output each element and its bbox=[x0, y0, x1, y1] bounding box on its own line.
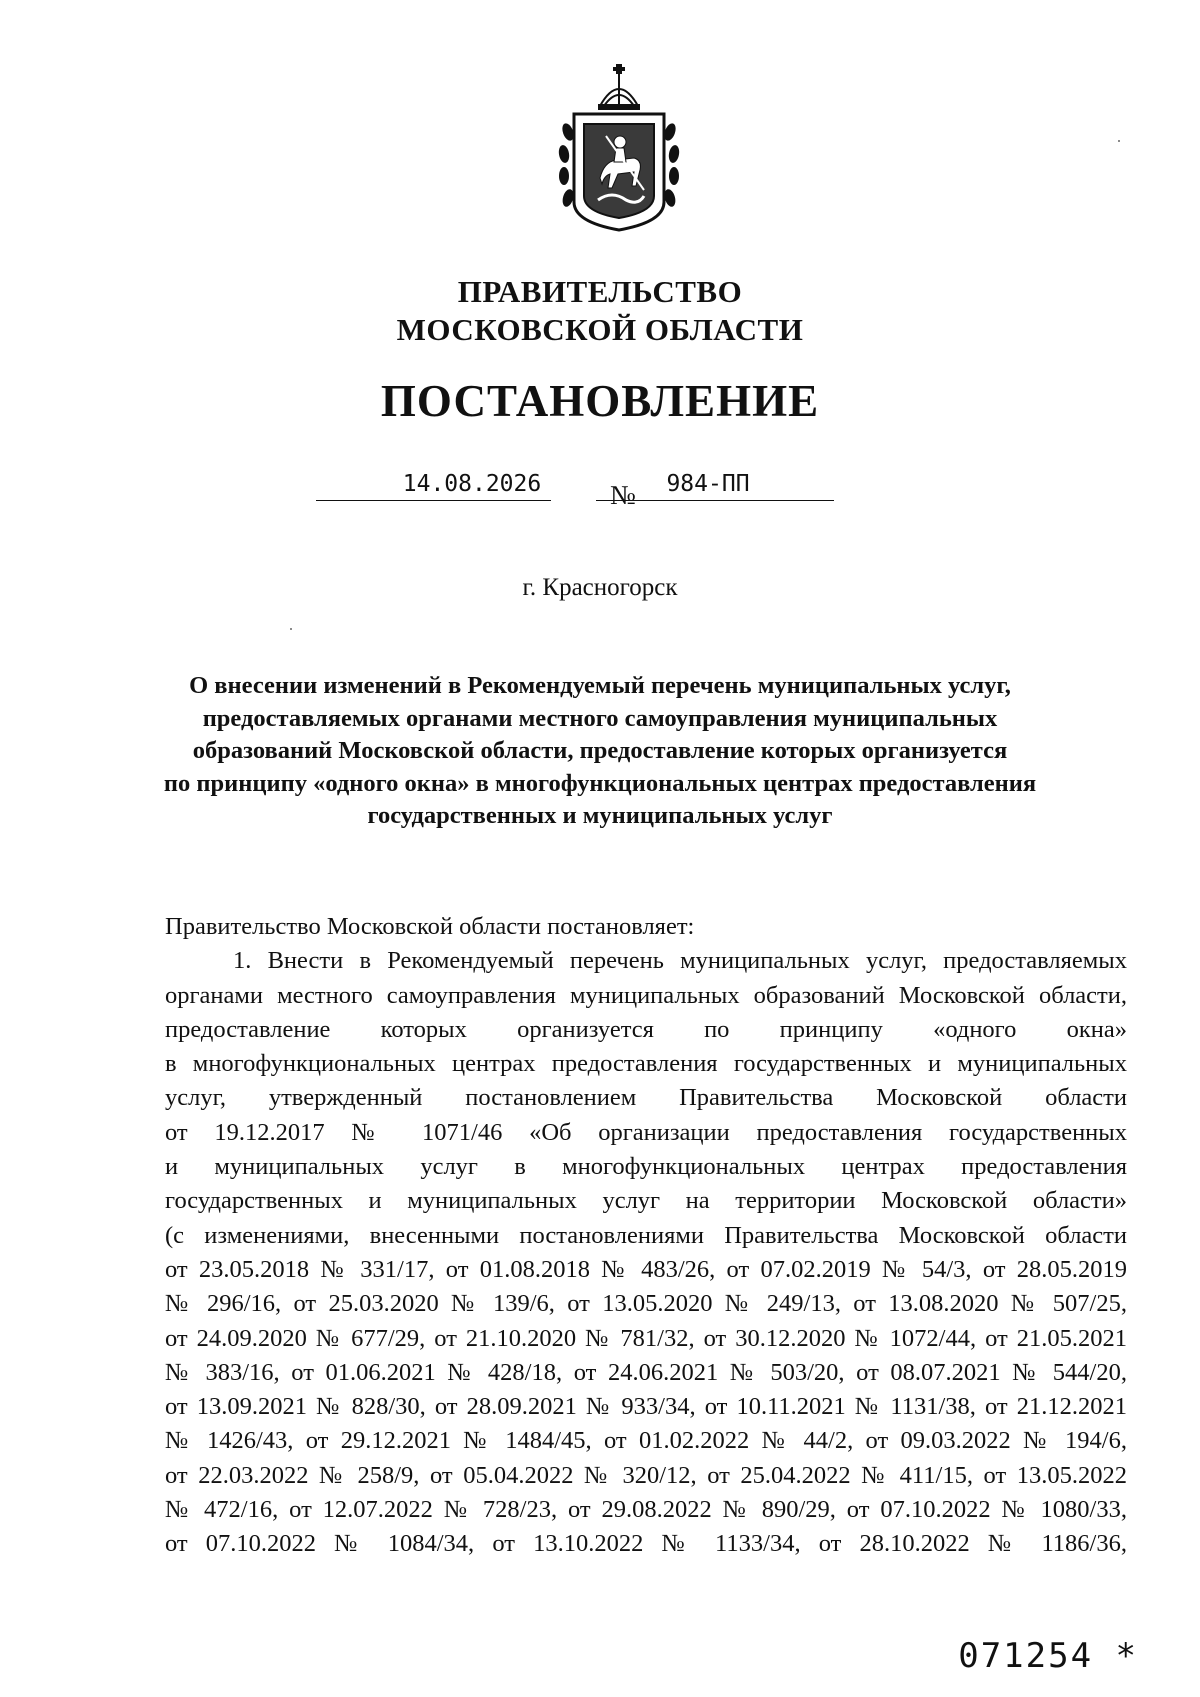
document-type: ПОСТАНОВЛЕНИЕ bbox=[380, 376, 820, 426]
issuer-line-2: МОСКОВСКОЙ ОБЛАСТИ bbox=[396, 312, 804, 347]
issuer-line-1: ПРАВИТЕЛЬСТВО bbox=[457, 274, 743, 309]
body-line: от 07.10.2022 № 1084/34, от 13.10.2022 № 1133/34, от 28.10.2022 № 1186/36, bbox=[165, 1530, 1127, 1558]
body-line: от 24.09.2020 № 677/29, от 21.10.2020 № 781/32, от 30.12.2020 № 1072/44, от 21.05.2021 bbox=[165, 1324, 1127, 1352]
body-line: 1. Внести в Рекомендуемый перечень муниципальных услуг, предоставляемых bbox=[233, 947, 1127, 975]
body-line: услуг, утвержденный постановлением Правительства Московской области bbox=[165, 1084, 1127, 1112]
document-date: 14.08.2026 bbox=[402, 471, 542, 497]
body-line: от 23.05.2018 № 331/17, от 01.08.2018 № 483/26, от 07.02.2019 № 54/3, от 28.05.2019 bbox=[165, 1255, 1127, 1283]
subject-line: по принципу «одного окна» в многофункциональных центрах предоставления bbox=[163, 769, 1037, 797]
body-line: в многофункциональных центрах предоставления государственных и муниципальных bbox=[165, 1050, 1127, 1078]
number-underline bbox=[596, 500, 834, 501]
body-line: государственных и муниципальных услуг на территории Московской области» bbox=[165, 1187, 1127, 1215]
body-line: и муниципальных услуг в многофункциональных центрах предоставления bbox=[165, 1153, 1127, 1181]
body-line: от 22.03.2022 № 258/9, от 05.04.2022 № 320/12, от 25.04.2022 № 411/15, от 13.05.2022 bbox=[165, 1461, 1127, 1489]
issue-city: г. Красногорск bbox=[522, 574, 678, 601]
body-line: (с изменениями, внесенными постановлениями Правительства Московской области bbox=[165, 1221, 1127, 1249]
body-line: от 19.12.2017 № 1071/46 «Об организации предоставления государственных bbox=[165, 1118, 1127, 1146]
body-line: от 13.09.2021 № 828/30, от 28.09.2021 № 933/34, от 10.11.2021 № 1131/38, от 21.12.2021 bbox=[165, 1393, 1127, 1421]
document-body bbox=[97, 910, 1127, 1562]
subject-line: образований Московской области, предоставление которых организуется bbox=[192, 737, 1008, 764]
body-line: предоставление которых организуется по принципу «одного окна» bbox=[165, 1015, 1127, 1043]
subject-line: предоставляемых органами местного самоуправления муниципальных bbox=[202, 704, 998, 732]
coat-of-arms-icon bbox=[552, 62, 686, 234]
body-line: № 383/16, от 01.06.2021 № 428/18, от 24.06.2021 № 503/20, от 08.07.2021 № 544/20, bbox=[165, 1358, 1127, 1386]
subject-line: государственных и муниципальных услуг bbox=[367, 802, 833, 829]
resolution-intro: Правительство Московской области постановляет: bbox=[165, 913, 695, 940]
date-underline bbox=[316, 500, 551, 501]
body-line: № 296/16, от 25.03.2020 № 139/6, от 13.05.2020 № 249/13, от 13.08.2020 № 507/25, bbox=[165, 1290, 1127, 1318]
body-line: № 1426/43, от 29.12.2021 № 1484/45, от 01.02.2022 № 44/2, от 09.03.2022 № 194/6, bbox=[165, 1427, 1127, 1455]
resolution-item-1 bbox=[97, 944, 1127, 1561]
body-line: № 472/16, от 12.07.2022 № 728/23, от 29.08.2022 № 890/29, от 07.10.2022 № 1080/33, bbox=[165, 1496, 1127, 1524]
number-sign: № bbox=[610, 480, 636, 510]
document-number: 984-ПП bbox=[666, 471, 750, 497]
body-line: органами местного самоуправления муниципальных образований Московской области, bbox=[165, 981, 1127, 1009]
form-serial-number: 071254 * bbox=[958, 1636, 1138, 1676]
scan-speck bbox=[290, 628, 292, 630]
subject-line: О внесении изменений в Рекомендуемый перечень муниципальных услуг, bbox=[189, 672, 1011, 699]
document-subject bbox=[100, 670, 1100, 833]
scan-speck bbox=[1118, 140, 1120, 142]
issuer-name bbox=[0, 273, 1200, 349]
